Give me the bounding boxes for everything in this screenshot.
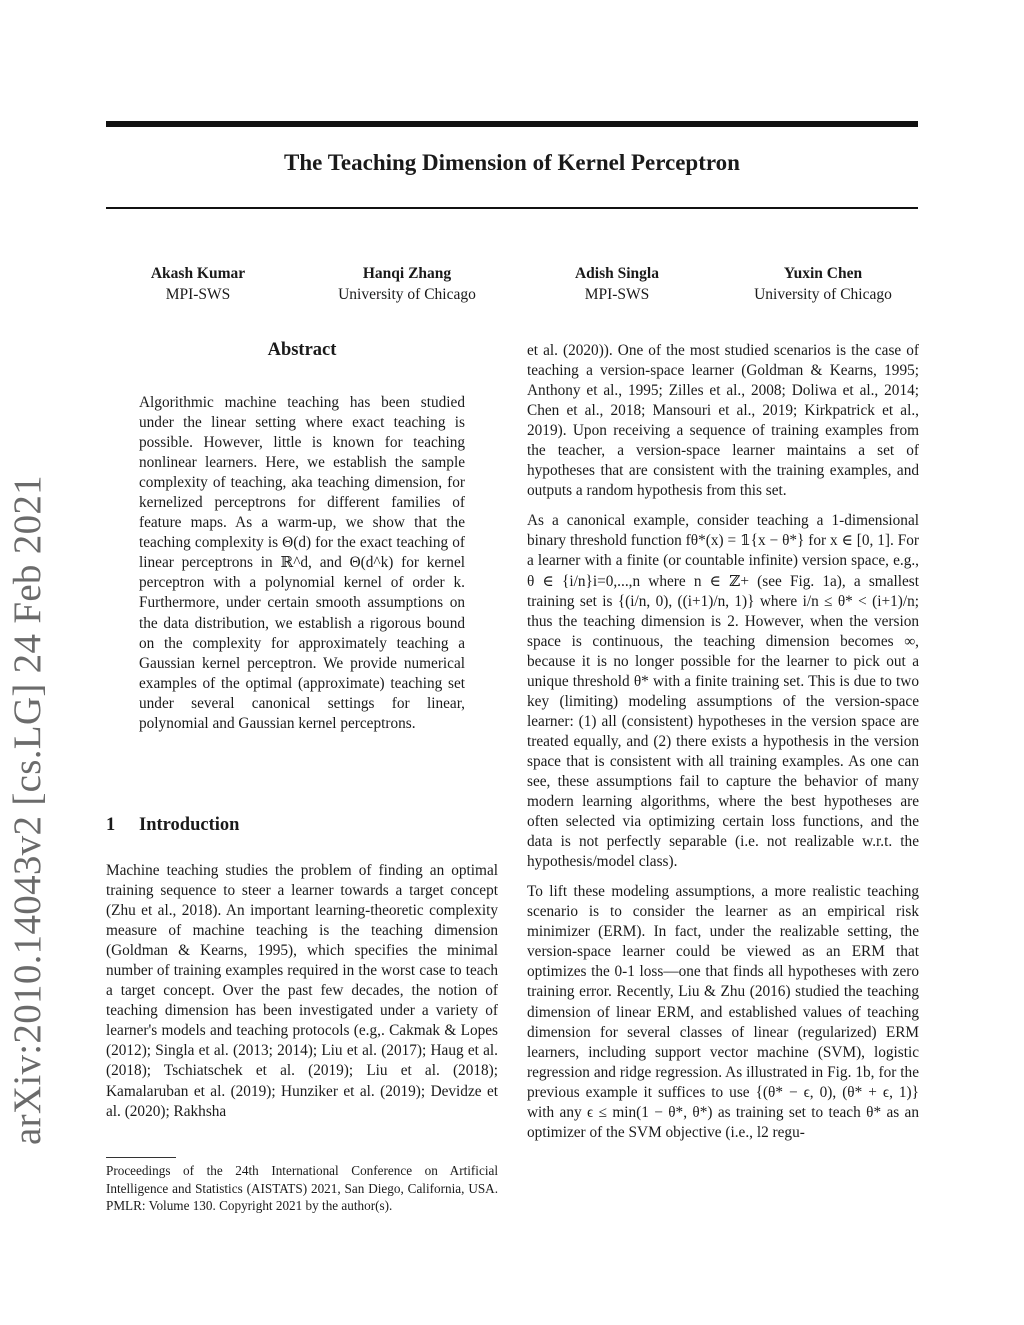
arxiv-sidebar-stamp: arXiv:2010.14043v2 [cs.LG] 24 Feb 2021 — [6, 475, 49, 1145]
author-name: Adish Singla — [574, 265, 659, 282]
author-affiliation: University of Chicago — [338, 286, 476, 303]
section-number: 1 — [106, 815, 116, 835]
title-rule-top — [106, 121, 918, 127]
author-name: Yuxin Chen — [783, 265, 863, 282]
intro-paragraph-1: Machine teaching studies the problem of finding an optimal training sequence to steer a learner towards a target concept (Zhu et al., 2018). An important learning-theoretic complexity measure of machine teaching is the teaching dimension (Goldman & Kearns, 1995), which specifies the minimal number of training examples required in the worst case to teach a target concept. Over the past few decades, the notion of teaching dimension has been investigated under a variety of learner's models and teaching protocols (e.g,. Cakmak & Lopes (2012); Singla et al. (2013; 2014); Liu et al. (2017); Haug et al. (2018); Tschiatschek et al. (2019); Liu et al. (2018); Kamalaruban et al. (2019); Hunziker et al. (2019); Devidze et al. (2020); Rakhsha — [106, 862, 498, 1120]
author-1 — [88, 263, 308, 305]
section-title: Introduction — [139, 815, 240, 835]
intro-left-column — [106, 861, 498, 1122]
author-affiliation: MPI-SWS — [584, 286, 650, 303]
abstract-heading: Abstract — [267, 340, 337, 360]
intro-right-column — [527, 341, 919, 1143]
title-rule-bottom — [106, 207, 918, 209]
abstract-text: Algorithmic machine teaching has been studied under the linear setting where exact teaching is possible. However, little is known for teaching nonlinear learners. Here, we establish the sample complexity of teaching, aka teaching dimension, for kernelized perceptrons for different families of feature maps. As a warm-up, we show that the teaching complexity is Θ(d) for the exact teaching of linear perceptrons in ℝ^d, and Θ(d^k) for kernel perceptron with a polynomial kernel of order k. Furthermore, under certain smooth assumptions on the data distribution, we establish a rigorous bound on the complexity for approximately teaching a Gaussian kernel perceptron. We provide numerical examples of the optimal (approximate) teaching set under several canonical settings for linear, polynomial and Gaussian kernel perceptrons. — [139, 394, 465, 732]
footnote-rule — [106, 1157, 176, 1158]
author-affiliation: MPI-SWS — [165, 286, 231, 303]
author-2 — [297, 263, 517, 305]
paper-title: The Teaching Dimension of Kernel Perceptron — [284, 150, 740, 175]
intro-paragraph-4: To lift these modeling assumptions, a more realistic teaching scenario is to consider the learner as an empirical risk minimizer (ERM). In fact, under the realizable setting, the version-space learner could be viewed as an ERM that optimizes the 0-1 loss—one that finds all hypotheses with zero training error. Recently, Liu & Zhu (2016) studied the teaching dimension of linear ERM, and established values of teaching dimension for several classes of linear (regularized) ERM learners, including support vector machine (SVM), logistic regression and ridge regression. As illustrated in Fig. 1b, for the previous example it suffices to use {(θ* − ϵ, 0), (θ* + ϵ, 1)} with any ϵ ≤ min(1 − θ*, θ*) as training set to teach θ* as an optimizer of the SVM objective (i.e., l2 regu- — [527, 883, 919, 1141]
author-name: Hanqi Zhang — [362, 265, 452, 282]
footnote-proceedings: Proceedings of the 24th International Conference on Artificial Intelligence and Statistics (AISTATS) 2021, San Diego, California, USA. PMLR: Volume 130. Copyright 2021 by the author(s). — [106, 1163, 498, 1213]
intro-paragraph-3: As a canonical example, consider teaching a 1-dimensional binary threshold function fθ*(x) = 𝟙{x − θ*} for x ∈ [0, 1]. For a learner with a finite (or countable infinite) version space, e.g., θ ∈ {i/n}i=0,...,n where n ∈ ℤ+ (see Fig. 1a), a smallest training set is {(i/n, 0), ((i+1)/n, 1)} where i/n ≤ θ* < (i+1)/n; thus the teaching dimension is 2. However, when the version space is continuous, the teaching dimension becomes ∞, because it is no longer possible for the learner to pick out a unique threshold θ* with a finite training set. This is due to two key (limiting) modeling assumptions of the version-space learner: (1) all (consistent) hypotheses in the version space are treated equally, and (2) there exists a hypothesis in the version space that is consistent with all training examples. As one can see, these assumptions fail to capture the behavior of many modern learning algorithms, where the best hypotheses are often selected via optimizing certain loss functions, and the data is not perfectly separable (i.e. not realizable w.r.t. the hypothesis/model class). — [527, 512, 919, 871]
section-heading-introduction — [106, 815, 239, 836]
author-3 — [507, 263, 727, 305]
author-affiliation: University of Chicago — [754, 286, 892, 303]
intro-paragraph-2: et al. (2020)). One of the most studied scenarios is the case of teaching a version-space learner (Goldman & Kearns, 1995; Anthony et al., 1995; Zilles et al., 2008; Doliwa et al., 2014; Chen et al., 2018; Mansouri et al., 2019; Kirkpatrick et al., 2019). Upon receiving a sequence of training examples from the teacher, a version-space learner maintains a set of hypotheses that are consistent with the training examples, and outputs a random hypothesis from this set. — [527, 342, 919, 500]
author-4 — [713, 263, 933, 305]
author-name: Akash Kumar — [150, 265, 246, 282]
